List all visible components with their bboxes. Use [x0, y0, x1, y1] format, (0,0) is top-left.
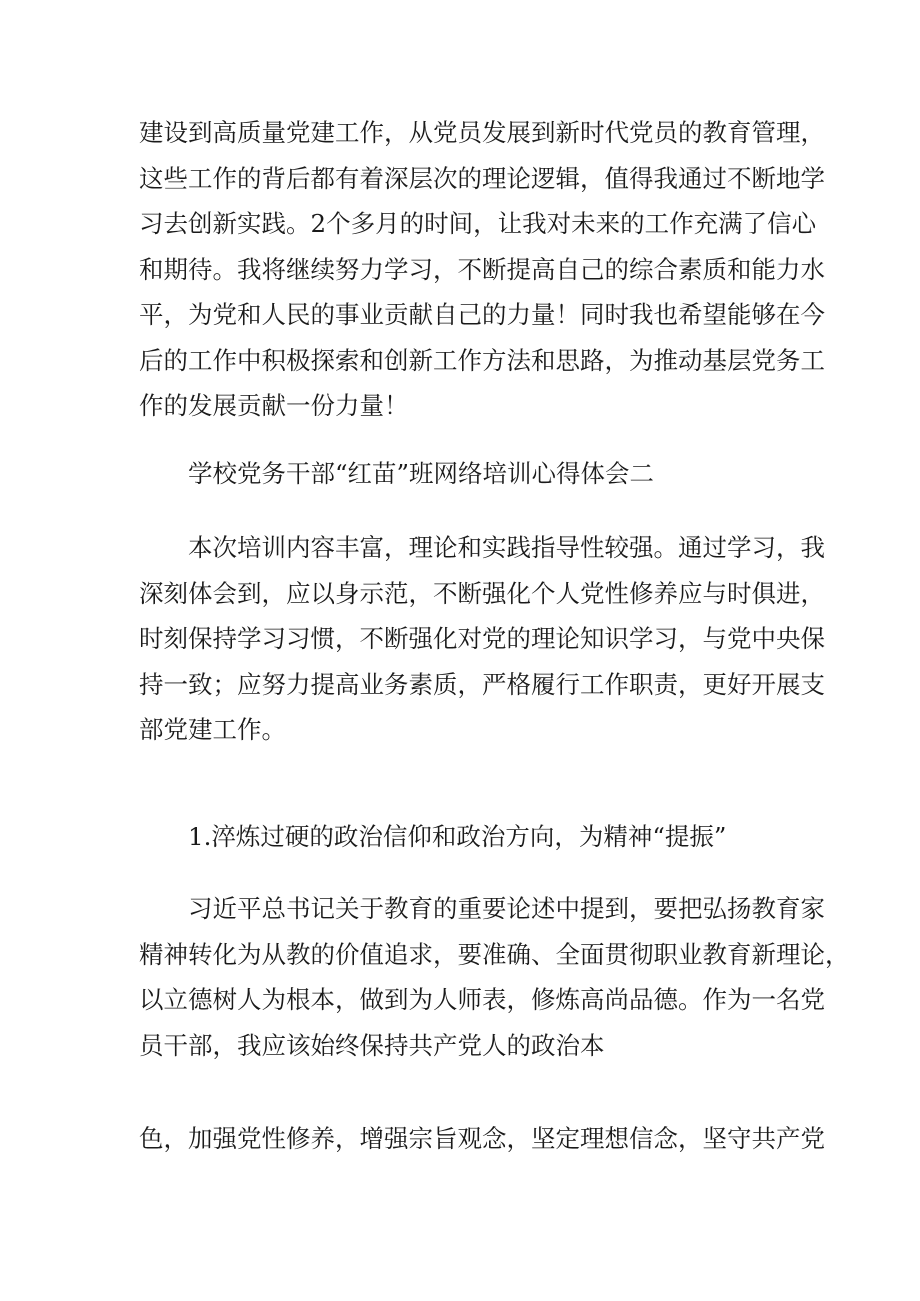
paragraph-line: 精神转化为从教的价值追求，要准确、全面贯彻职业教育新理论，	[139, 939, 850, 969]
paragraph-line: 时刻保持学习习惯，不断强化对党的理论知识学习，与党中央保	[139, 624, 825, 653]
paragraph-line: 平，为党和人民的事业贡献自己的力量！同时我也希望能够在今	[139, 300, 825, 329]
paragraph-line: 色，加强党性修养，增强宗旨观念，坚定理想信念，坚守共产党	[139, 1124, 825, 1153]
paragraph-line: 后的工作中积极探索和创新工作方法和思路，为推动基层党务工	[139, 345, 825, 375]
section-heading: 学校党务干部“红苗”班网络培训心得体会二	[188, 459, 655, 488]
paragraph-line: 部党建工作。	[139, 715, 286, 744]
paragraph-line: 习去创新实践。2个多月的时间，让我对未来的工作充满了信心	[139, 209, 817, 238]
paragraph-1	[139, 110, 825, 429]
paragraph-4	[139, 1116, 825, 1162]
paragraph-line: 作的发展贡献一份力量！	[139, 391, 409, 420]
paragraph-line: 以立德树人为根本，做到为人师表，修炼高尚品德。作为一名党	[139, 985, 825, 1014]
paragraph-line: 深刻体会到，应以身示范，不断强化个人党性修养应与时俱进，	[139, 578, 825, 608]
paragraph-line: 持一致；应努力提高业务素质，严格履行工作职责，更好开展支	[139, 669, 825, 699]
paragraph-line: 习近平总书记关于教育的重要论述中提到，要把弘扬教育家	[188, 894, 825, 923]
paragraph-line: 和期待。我将继续努力学习，不断提高自己的综合素质和能力水	[139, 254, 825, 284]
paragraph-2	[139, 525, 825, 753]
paragraph-line: 建设到高质量党建工作，从党员发展到新时代党员的教育管理，	[139, 118, 825, 147]
paragraph-3	[139, 886, 850, 1068]
paragraph-line: 本次培训内容丰富，理论和实践指导性较强。通过学习，我	[188, 533, 825, 562]
paragraph-line: 这些工作的背后都有着深层次的理论逻辑，值得我通过不断地学	[139, 163, 825, 193]
subsection-title: 1.淬炼过硬的政治信仰和政治方向，为精神“提振”	[188, 822, 727, 851]
paragraph-line: 员干部，我应该始终保持共产党人的政治本	[139, 1030, 605, 1060]
